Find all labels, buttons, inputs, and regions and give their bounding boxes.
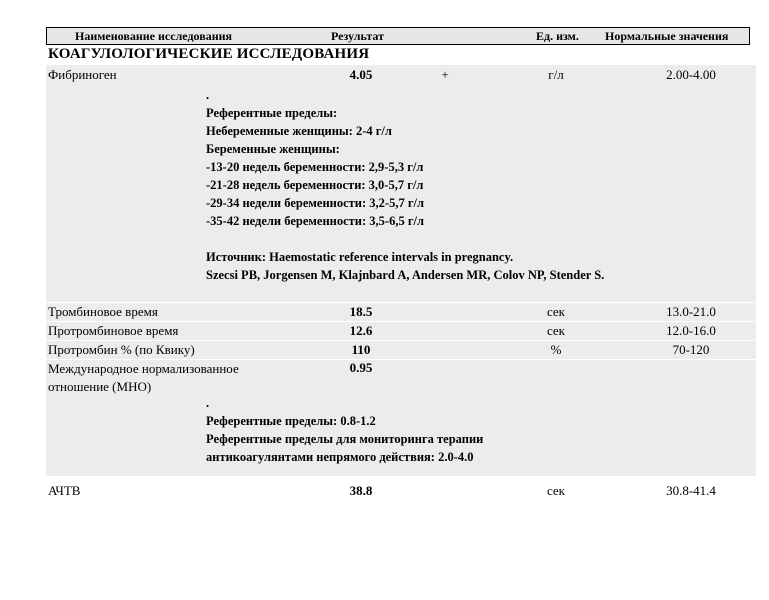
note-line: -35-42 недели беременности: 3,5-6,5 г/л [206, 214, 424, 228]
note-line: . [206, 88, 210, 102]
note-line: Референтные пределы: [206, 106, 338, 120]
test-result: 0.95 [349, 360, 373, 375]
test-result: 18.5 [349, 304, 373, 319]
table-row [46, 341, 756, 359]
test-normal-range: 12.0-16.0 [666, 323, 716, 338]
test-normal-range: 70-120 [672, 342, 710, 357]
test-unit: сек [546, 483, 565, 498]
note-line: Беременные женщины: [206, 142, 340, 156]
note-line: Референтные пределы: 0.8-1.2 [206, 414, 376, 428]
section-title: КОАГУЛОЛОГИЧЕСКИЕ ИССЛЕДОВАНИЯ [48, 46, 370, 62]
note-line: Источник: Haemostatic reference intervals in pregnancy. [206, 250, 514, 264]
test-result: 38.8 [349, 483, 373, 498]
header-name: Наименование исследования [75, 29, 233, 43]
table-row [46, 303, 756, 321]
header-result: Результат [331, 29, 385, 43]
test-name-line: Международное нормализованное [48, 361, 239, 376]
note-line [206, 230, 604, 248]
note-line: Szecsi PB, Jorgensen M, Klajnbard A, Andersen MR, Colov NP, Stender S. [206, 268, 605, 282]
test-unit: сек [546, 323, 565, 338]
test-name [48, 360, 239, 396]
note-line: антикоагулянтами непрямого действия: 2.0-4.0 [206, 450, 474, 464]
note-line: Небеременные женщины: 2-4 г/л [206, 124, 392, 138]
test-result: 110 [351, 342, 371, 357]
inr-notes [206, 394, 483, 466]
test-normal-range: 2.00-4.00 [666, 67, 716, 82]
test-unit: % [550, 342, 562, 357]
fibrinogen-notes [206, 86, 604, 284]
table-row [46, 322, 756, 340]
test-unit: сек [546, 304, 565, 319]
test-result: 4.05 [349, 67, 373, 82]
test-name: Фибриноген [48, 67, 117, 82]
test-normal-range: 13.0-21.0 [666, 304, 716, 319]
note-line: -21-28 недель беременности: 3,0-5,7 г/л [206, 178, 424, 192]
test-result: 12.6 [349, 323, 373, 338]
test-unit: г/л [548, 67, 564, 82]
test-name-line: отношение (МНО) [48, 379, 152, 394]
test-name: Протромбиновое время [48, 323, 179, 338]
test-name: Тромбиновое время [48, 304, 158, 319]
header-normal: Нормальные значения [605, 29, 729, 43]
note-line: -13-20 недель беременности: 2,9-5,3 г/л [206, 160, 424, 174]
abnormal-flag: + [441, 67, 449, 82]
table-row [46, 482, 756, 500]
test-name: Протромбин % (по Квику) [48, 342, 195, 357]
note-line: . [206, 396, 210, 410]
note-line: -29-34 недели беременности: 3,2-5,7 г/л [206, 196, 424, 210]
header-unit: Ед. изм. [536, 29, 579, 43]
test-normal-range: 30.8-41.4 [666, 483, 716, 498]
note-line: Референтные пределы для мониторинга терапии [206, 432, 484, 446]
table-header [46, 27, 750, 45]
test-name: АЧТВ [48, 483, 81, 498]
